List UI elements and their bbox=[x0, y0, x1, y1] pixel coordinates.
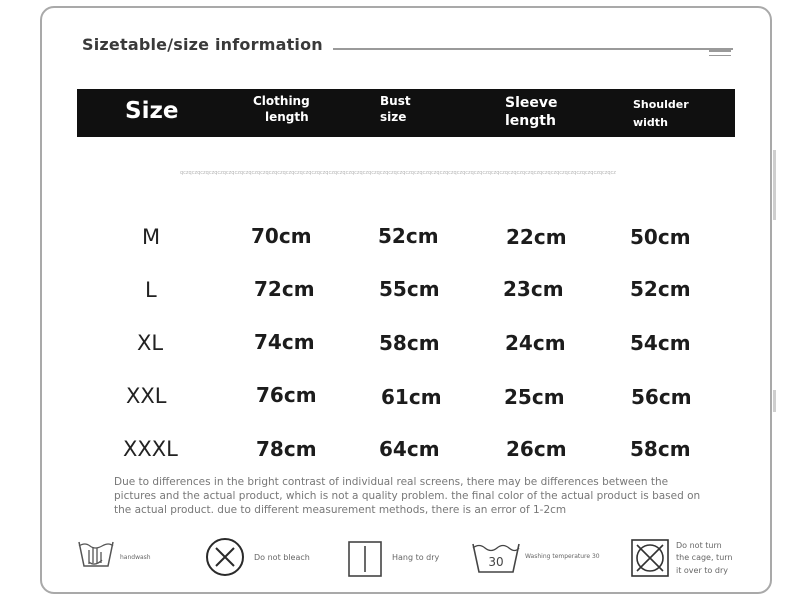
menu-lines-icon bbox=[709, 50, 731, 62]
row-clothing-length: 76cm bbox=[256, 383, 317, 407]
row-bust: 61cm bbox=[381, 385, 442, 409]
row-shoulder: 52cm bbox=[630, 277, 691, 301]
right-edge-mark-lower bbox=[773, 390, 776, 412]
wash-temperature-icon bbox=[471, 540, 521, 574]
row-shoulder: 56cm bbox=[631, 385, 692, 409]
title-divider bbox=[333, 48, 733, 50]
row-shoulder: 50cm bbox=[630, 225, 691, 249]
watermark-strip: qczqczqczqczqczqczqczqczqczqczqczqczqczqczqczqczqczqczqczqczqczqczqczqczqczqczqczqczqczqczqczqczqczqczqczqczqczqczqczqczqczqczqczqczqczqczqczqczqczqczqcz bbox=[180, 170, 616, 176]
row-shoulder: 54cm bbox=[630, 331, 691, 355]
no-tumble-dry-line1: Do not turn bbox=[676, 541, 722, 550]
no-bleach-icon bbox=[205, 537, 245, 577]
no-tumble-dry-line2: the cage, turn bbox=[676, 553, 733, 563]
row-size: L bbox=[145, 278, 157, 302]
header-sleeve-length bbox=[505, 94, 558, 130]
header-clothing-length-line1: Clothing bbox=[253, 94, 310, 108]
hang-to-dry-icon bbox=[347, 540, 383, 578]
no-tumble-dry-icon bbox=[630, 538, 670, 578]
header-clothing-length bbox=[253, 94, 310, 125]
row-sleeve: 22cm bbox=[506, 225, 567, 249]
row-clothing-length: 70cm bbox=[251, 224, 312, 248]
no-bleach-label: Do not bleach bbox=[254, 553, 310, 562]
page-title: Sizetable/size information bbox=[82, 35, 323, 54]
handwash-label: handwash bbox=[120, 554, 151, 561]
row-size: M bbox=[142, 225, 161, 249]
row-clothing-length: 78cm bbox=[256, 437, 317, 461]
measurement-disclaimer: Due to differences in the bright contrast of individual real screens, there may be differences between the pictures and the actual product, which is not a quality problem. the final color of the actual product is based on the actual product. due to different measurement methods, there is an error of 1-2cm bbox=[114, 476, 701, 517]
row-size: XL bbox=[137, 331, 164, 355]
header-shoulder-width bbox=[633, 96, 689, 131]
row-clothing-length: 74cm bbox=[254, 330, 315, 354]
header-bust-size-line2: size bbox=[380, 109, 407, 124]
table-header-bar bbox=[77, 89, 735, 137]
no-tumble-dry-line3: it over to dry bbox=[676, 565, 728, 575]
hang-to-dry-label: Hang to dry bbox=[392, 553, 440, 562]
header-sleeve-length-line1: Sleeve bbox=[505, 95, 558, 111]
header-shoulder-width-line1: Shoulder bbox=[633, 98, 689, 111]
header-shoulder-width-line2: width bbox=[633, 115, 668, 129]
header-bust-size bbox=[380, 94, 411, 125]
no-tumble-dry-label bbox=[676, 540, 732, 577]
row-shoulder: 58cm bbox=[630, 437, 691, 461]
row-clothing-length: 72cm bbox=[254, 277, 315, 301]
wash-temperature-value: 30 bbox=[488, 555, 504, 569]
row-bust: 55cm bbox=[379, 277, 440, 301]
row-sleeve: 25cm bbox=[504, 385, 565, 409]
header-clothing-length-line2: length bbox=[265, 109, 309, 124]
header-sleeve-length-line2: length bbox=[505, 113, 556, 130]
header-bust-size-line1: Bust bbox=[380, 94, 411, 108]
row-sleeve: 24cm bbox=[505, 331, 566, 355]
row-size: XXXL bbox=[123, 437, 178, 461]
header-size: Size bbox=[125, 98, 179, 124]
right-edge-mark bbox=[773, 150, 776, 220]
row-sleeve: 26cm bbox=[506, 437, 567, 461]
handwash-icon bbox=[76, 536, 116, 572]
row-size: XXL bbox=[126, 384, 167, 408]
wash-temperature-label: Washing temperature 30 bbox=[525, 553, 600, 560]
row-bust: 64cm bbox=[379, 437, 440, 461]
row-sleeve: 23cm bbox=[503, 277, 564, 301]
row-bust: 58cm bbox=[379, 331, 440, 355]
row-bust: 52cm bbox=[378, 224, 439, 248]
